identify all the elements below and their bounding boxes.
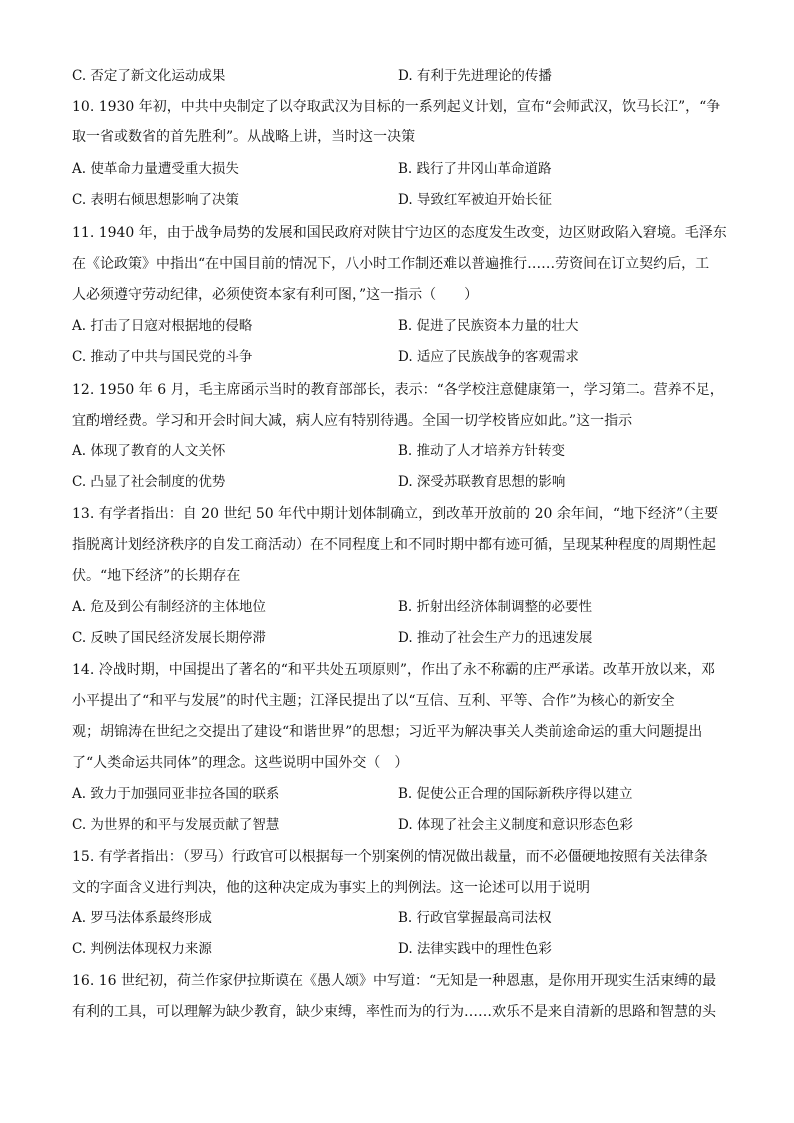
q15-option-d: D. 法律实践中的理性色彩: [398, 941, 552, 957]
q14-option-d: D. 体现了社会主义制度和意识形态色彩: [398, 817, 633, 833]
q15-option-a: A. 罗马法体系最终形成: [72, 910, 212, 926]
q15-stem-line-2: 文的字面含义进行判决，他的这种决定成为事实上的判例法。这一论述可以用于说明: [72, 880, 590, 896]
q11-option-b: B. 促进了民族资本力量的壮大: [398, 318, 579, 334]
q10-option-b: B. 践行了井冈山革命道路: [398, 161, 552, 177]
q14-option-c: C. 为世界的和平与发展贡献了智慧: [72, 817, 280, 833]
q14-option-a: A. 致力于加强同亚非拉各国的联系: [72, 786, 280, 802]
q11-stem-line-1: 11. 1940 年，由于战争局势的发展和国民政府对陕甘宁边区的态度发生改变，边区财政陷入窘境。毛泽东: [72, 225, 727, 241]
q14-option-b: B. 促使公正合理的国际新秩序得以建立: [398, 786, 633, 802]
q12-option-b: B. 推动了人才培养方针转变: [398, 443, 566, 459]
q15-stem-line-1: 15. 有学者指出：（罗马）行政官可以根据每一个别案例的情况做出裁量，而不必僵硬地按照有关法律条: [72, 849, 708, 865]
q10-option-a: A. 使革命力量遭受重大损失: [72, 161, 239, 177]
q11-option-a: A. 打击了日寇对根据地的侵略: [72, 318, 253, 334]
q13-option-d: D. 推动了社会生产力的迅速发展: [398, 630, 593, 646]
q10-option-d: D. 导致红军被迫开始长征: [398, 192, 552, 208]
q16-stem-line-1: 16. 16 世纪初，荷兰作家伊拉斯谟在《愚人颂》中写道：“无知是一种恩惠，是你用开现实生活束缚的最: [72, 973, 717, 989]
q13-stem-line-3: 伏。“地下经济”的长期存在: [72, 568, 241, 584]
q12-option-d: D. 深受苏联教育思想的影响: [398, 474, 566, 490]
q12-stem-line-1: 12. 1950 年 6 月，毛主席函示当时的教育部部长，表示：“各学校注意健康第一，学习第二。营养不足，: [72, 382, 724, 398]
q14-stem-line-3: 观；胡锦涛在世纪之交提出了建设“和谐世界”的思想；习近平为解决事关人类前途命运的重大问题提出: [72, 724, 703, 740]
q13-option-a: A. 危及到公有制经济的主体地位: [72, 599, 266, 615]
q16-stem-line-2: 有利的工具，可以理解为缺少教育，缺少束缚，率性而为的行为……欢乐不是来自清新的思路和智慧的头: [72, 1004, 716, 1020]
q11-option-d: D. 适应了民族战争的客观需求: [398, 349, 579, 365]
q14-stem-line-2: 小平提出了“和平与发展”的时代主题；江泽民提出了以“互信、互利、平等、合作”为核心的新安全: [72, 693, 675, 709]
q11-stem-line-3: 人必须遵守劳动纪律，必须使资本家有利可图，”这一指示（ ）: [72, 287, 479, 303]
q14-stem-line-4: 了“人类命运共同体”的理念。这些说明中国外交（ ）: [72, 755, 409, 771]
q13-stem-line-2: 指脱离计划经济秩序的自发工商活动）在不同程度上和不同时期中都有迹可循，呈现某种程度的周期性起: [72, 537, 716, 553]
q13-stem-line-1: 13. 有学者指出：自 20 世纪 50 年代中期计划体制确立，到改革开放前的 20 余年间，“地下经济”（主要: [72, 506, 719, 522]
q12-option-c: C. 凸显了社会制度的优势: [72, 474, 226, 490]
q12-option-a: A. 体现了教育的人文关怀: [72, 443, 226, 459]
q12-stem-line-2: 宜酌增经费。学习和开会时间大减，病人应有特别待遇。全国一切学校皆应如此。”这一指示: [72, 413, 633, 429]
q11-stem-line-2: 在《论政策》中指出“在中国目前的情况下，八小时工作制还难以普遍推行……劳资间在订立契约后，工: [72, 256, 710, 272]
q15-option-b: B. 行政官掌握最高司法权: [398, 910, 552, 926]
q14-stem-line-1: 14. 冷战时期，中国提出了著名的“和平共处五项原则”，作出了永不称霸的庄严承诺。改革开放以来，邓: [72, 662, 716, 678]
q13-option-b: B. 折射出经济体制调整的必要性: [398, 599, 593, 615]
q9-option-c: C. 否定了新文化运动成果: [72, 68, 226, 84]
q13-option-c: C. 反映了国民经济发展长期停滞: [72, 630, 266, 646]
q11-option-c: C. 推动了中共与国民党的斗争: [72, 349, 253, 365]
q9-option-d: D. 有利于先进理论的传播: [398, 68, 552, 84]
q10-stem-line-2: 取一省或数省的首先胜利”。从战略上讲，当时这一决策: [72, 129, 416, 145]
q10-option-c: C. 表明右倾思想影响了决策: [72, 192, 239, 208]
q10-stem-line-1: 10. 1930 年初，中共中央制定了以夺取武汉为目标的一系列起义计划，宣布“会师武汉，饮马长江”，“争: [72, 99, 721, 115]
q15-option-c: C. 判例法体现权力来源: [72, 941, 212, 957]
